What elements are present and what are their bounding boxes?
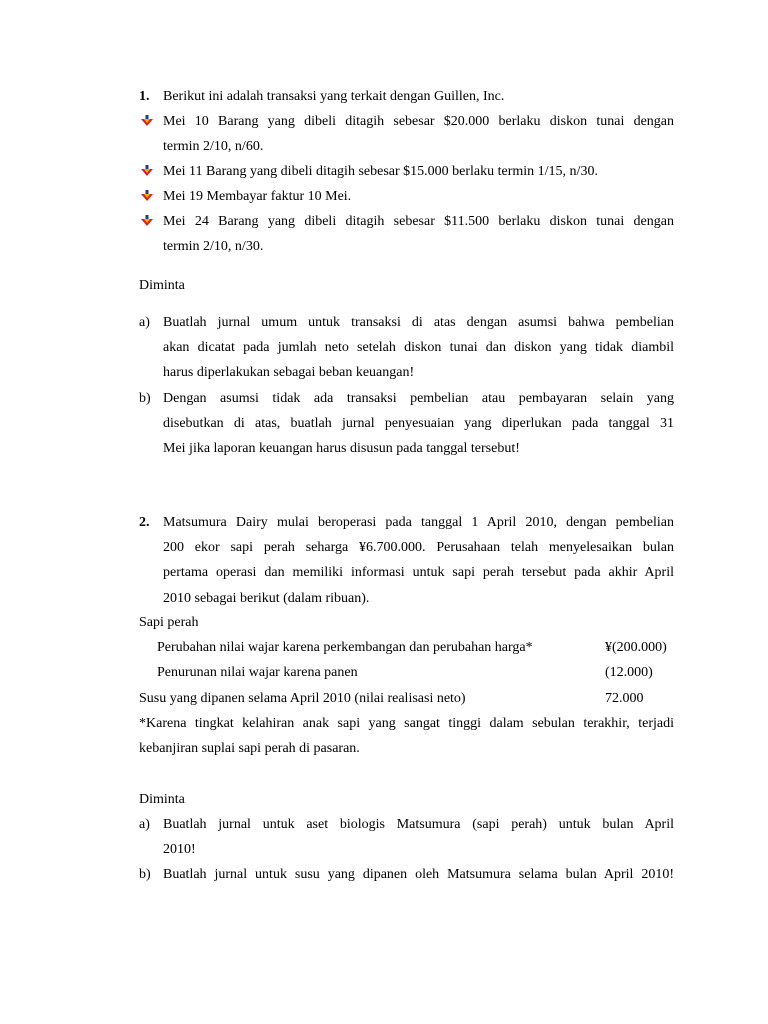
task-item	[163, 862, 674, 887]
bullet-arrow-icon	[141, 190, 153, 202]
bullet-arrow-icon	[141, 215, 153, 227]
task-line: 2010!	[163, 842, 196, 858]
section-label-sapi-perah: Sapi perah	[139, 615, 199, 630]
bullet-item	[163, 184, 674, 209]
milk-row-value: 72.000	[605, 691, 644, 706]
bullet-arrow-icon	[141, 165, 153, 177]
task-line: disebutkan di atas, buatlah jurnal penyesuaian yang diperlukan pada tanggal 31	[163, 416, 674, 432]
bullet-line: Mei 11 Barang yang dibeli ditagih sebesar $15.000 berlaku termin 1/15, n/30.	[163, 164, 598, 179]
task-line: Dengan asumsi tidak ada transaksi pembelian atau pembayaran selain yang	[163, 391, 674, 406]
question-2-number: 2.	[139, 515, 150, 530]
bullet-item	[163, 109, 674, 159]
bullet-line: termin 2/10, n/60.	[163, 139, 264, 155]
bullet-line: Mei 24 Barang yang dibeli ditagih sebesar $11.500 berlaku diskon tunai dengan	[163, 214, 674, 229]
question-1-intro: Berikut ini adalah transaksi yang terkait dengan Guillen, Inc.	[163, 89, 505, 104]
task-item	[163, 310, 674, 386]
bullet-item	[163, 209, 674, 259]
bullet-line: Mei 19 Membayar faktur 10 Mei.	[163, 189, 352, 204]
intro-line: pertama operasi dan memiliki informasi untuk sapi perah tersebut pada akhir April	[163, 565, 674, 581]
task-label: b)	[139, 391, 151, 406]
task-line: Buatlah jurnal umum untuk transaksi di atas dengan asumsi bahwa pembelian	[163, 315, 674, 330]
task-label: a)	[139, 817, 150, 832]
milk-row-label: Susu yang dipanen selama April 2010 (nilai realisasi neto)	[139, 691, 466, 706]
row-label: Perubahan nilai wajar karena perkembangan dan perubahan harga*	[157, 640, 533, 655]
bullet-item	[163, 159, 674, 184]
task-line: harus diperlakukan sebagai beban keuangan!	[163, 365, 415, 381]
intro-line: 2010 sebagai berikut (dalam ribuan).	[163, 590, 370, 606]
task-line: akan dicatat pada jumlah neto setelah diskon tunai dan diskon yang tidak diambil	[163, 340, 674, 356]
bullet-line: Mei 10 Barang yang dibeli ditagih sebesar $20.000 berlaku diskon tunai dengan	[163, 114, 674, 129]
task-label: b)	[139, 867, 151, 882]
bullet-arrow-icon	[141, 115, 153, 127]
row-value: ¥(200.000)	[605, 640, 667, 655]
row-label: Penurunan nilai wajar karena panen	[157, 665, 358, 680]
intro-line: 200 ekor sapi perah seharga ¥6.700.000. Perusahaan telah menyelesaikan bulan	[163, 540, 674, 556]
task-item	[163, 386, 674, 462]
question-2-intro	[163, 510, 674, 611]
task-label: a)	[139, 315, 150, 330]
intro-line: Matsumura Dairy mulai beroperasi pada tanggal 1 April 2010, dengan pembelian	[163, 515, 674, 530]
bullet-line: termin 2/10, n/30.	[163, 239, 264, 255]
question-1-diminta-heading: Diminta	[139, 278, 185, 293]
task-line: Mei jika laporan keuangan harus disusun pada tanggal tersebut!	[163, 441, 520, 457]
task-line: Buatlah jurnal untuk susu yang dipanen oleh Matsumura selama bulan April 2010!	[163, 867, 674, 882]
row-value: (12.000)	[605, 665, 653, 680]
question-1-number: 1.	[139, 89, 150, 104]
footnote-line: *Karena tingkat kelahiran anak sapi yang sangat tinggi dalam sebulan terakhir, terjadi	[139, 716, 674, 731]
task-line: Buatlah jurnal untuk aset biologis Matsumura (sapi perah) untuk bulan April	[163, 817, 674, 832]
task-item	[163, 812, 674, 862]
footnote	[139, 711, 674, 761]
question-2-diminta-heading: Diminta	[139, 792, 185, 807]
footnote-line: kebanjiran suplai sapi perah di pasaran.	[139, 741, 360, 757]
